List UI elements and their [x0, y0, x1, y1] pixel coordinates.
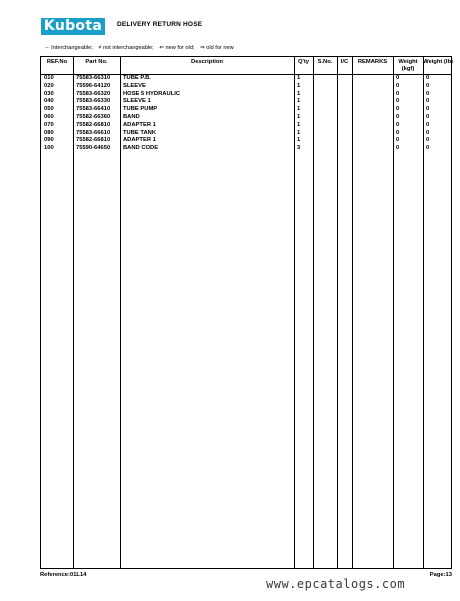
cell-part: 75590-64650 — [76, 145, 111, 152]
legend-interchangeable: ⇔ Interchangeable; — [44, 45, 93, 51]
cell-ref: 040 — [44, 98, 54, 105]
kubota-logo: Kubota — [41, 18, 105, 35]
cell-wlb: 0 — [426, 121, 430, 128]
col-header-description: Description — [191, 59, 223, 65]
parts-rows — [41, 75, 451, 153]
cell-desc: HOSE 5 HYDRAULIC — [123, 90, 181, 97]
table-row — [41, 137, 451, 145]
reference-code: Reference:01L14 — [40, 572, 87, 578]
watermark: www.epcatalogs.com — [266, 577, 406, 591]
col-header-ic: I/C — [340, 59, 349, 65]
page-title: DELIVERY RETURN HOSE — [117, 21, 203, 28]
cell-ref: 080 — [44, 129, 54, 136]
cell-ref: 090 — [44, 137, 54, 144]
col-header-weight-kgf: Weight (kgf) — [398, 59, 418, 72]
table-row — [41, 91, 451, 99]
col-header-part-no: Part No. — [85, 59, 108, 65]
cell-wkgf: 0 — [396, 137, 400, 144]
cell-desc: TUBE TANK — [123, 129, 157, 136]
legend-old-for-new: ⇒ old for new — [200, 45, 234, 51]
cell-ref: 070 — [44, 121, 54, 128]
page-number: Page:13 — [429, 572, 452, 578]
parts-table — [40, 56, 452, 569]
cell-qty: 1 — [297, 106, 301, 113]
col-header-remarks: REMARKS — [357, 59, 388, 65]
cell-ref: 100 — [44, 145, 54, 152]
cell-wlb: 0 — [426, 145, 430, 152]
cell-wkgf: 0 — [396, 98, 400, 105]
cell-wlb: 0 — [426, 75, 430, 81]
cell-desc: BAND CODE — [123, 145, 159, 152]
table-row — [41, 114, 451, 122]
cell-desc: ADAPTER 1 — [123, 121, 156, 128]
cell-wkgf: 0 — [396, 145, 400, 152]
interchangeability-legend — [44, 45, 238, 51]
cell-ref: 050 — [44, 106, 54, 113]
table-row — [41, 145, 451, 153]
cell-wkgf: 0 — [396, 82, 400, 89]
cell-wlb: 0 — [426, 113, 430, 120]
cell-desc: TUBE PUMP — [123, 106, 158, 113]
cell-qty: 1 — [297, 90, 301, 97]
cell-wlb: 0 — [426, 98, 430, 105]
cell-wlb: 0 — [426, 90, 430, 97]
cell-qty: 1 — [297, 82, 301, 89]
cell-wkgf: 0 — [396, 75, 400, 81]
legend-not-interchangeable: ≠ not interchangeable; — [98, 45, 154, 51]
cell-ref: 060 — [44, 113, 54, 120]
cell-ref: 020 — [44, 82, 54, 89]
cell-part: 75583-66410 — [76, 106, 111, 113]
col-header-qty: Q'ty — [297, 59, 310, 65]
cell-wlb: 0 — [426, 129, 430, 136]
cell-part: 75583-66310 — [76, 75, 111, 81]
cell-wlb: 0 — [426, 106, 430, 113]
cell-part: 75582-66810 — [76, 121, 111, 128]
cell-wkgf: 0 — [396, 113, 400, 120]
table-row — [41, 122, 451, 130]
cell-desc: SLEEVE 1 — [123, 98, 151, 105]
cell-desc: SLEEVE — [123, 82, 146, 89]
cell-part: 75582-66810 — [76, 137, 111, 144]
cell-part: 75583-66330 — [76, 98, 111, 105]
table-row — [41, 98, 451, 106]
cell-wkgf: 0 — [396, 121, 400, 128]
table-row — [41, 83, 451, 91]
cell-wkgf: 0 — [396, 106, 400, 113]
col-header-weight-lb: Weight (lb) — [423, 59, 453, 65]
table-row — [41, 106, 451, 114]
cell-desc: BAND — [123, 113, 140, 120]
cell-ref: 030 — [44, 90, 54, 97]
cell-qty: 1 — [297, 98, 301, 105]
cell-wlb: 0 — [426, 137, 430, 144]
cell-wkgf: 0 — [396, 129, 400, 136]
col-header-sno: S.No. — [317, 59, 333, 65]
cell-wlb: 0 — [426, 82, 430, 89]
cell-qty: 1 — [297, 75, 301, 81]
cell-qty: 1 — [297, 121, 301, 128]
table-row — [41, 130, 451, 138]
legend-new-for-old: ⇐ new for old; — [159, 45, 195, 51]
cell-part: 75596-64120 — [76, 82, 111, 89]
cell-part: 75583-66610 — [76, 129, 111, 136]
col-header-ref: REF.No — [46, 59, 68, 65]
cell-desc: ADAPTER 1 — [123, 137, 156, 144]
cell-qty: 1 — [297, 113, 301, 120]
cell-part: 75583-66320 — [76, 90, 111, 97]
cell-qty: 1 — [297, 129, 301, 136]
cell-wkgf: 0 — [396, 90, 400, 97]
cell-part: 75582-66360 — [76, 113, 111, 120]
cell-desc: TUBE P.B. — [123, 75, 151, 81]
cell-qty: 1 — [297, 137, 301, 144]
table-row — [41, 75, 451, 83]
cell-ref: 010 — [44, 75, 54, 81]
cell-qty: 3 — [297, 145, 301, 152]
